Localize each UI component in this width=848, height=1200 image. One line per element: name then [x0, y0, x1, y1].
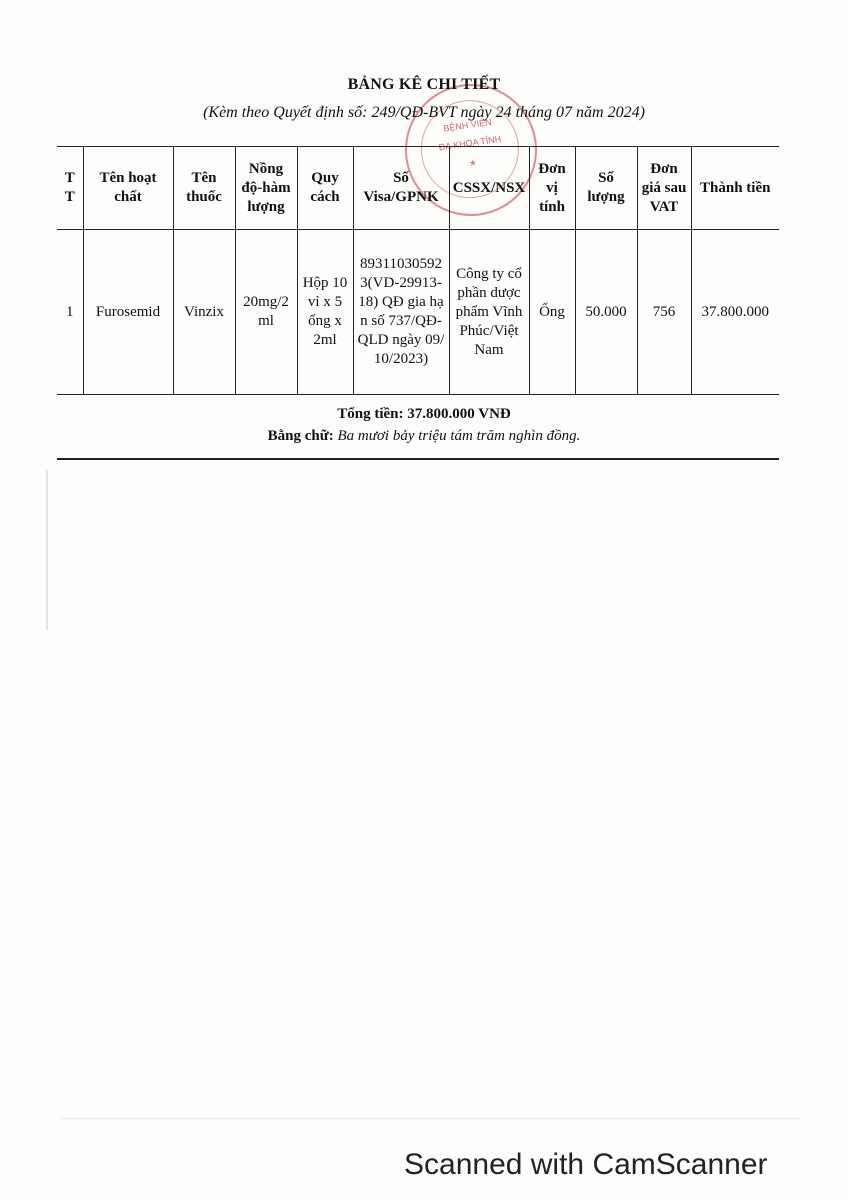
header-quantity: Số lượng	[575, 147, 637, 230]
header-unit-price: Đơn giá sau VAT	[637, 147, 691, 230]
cell-packaging: Hộp 10 vỉ x 5 ống x 2ml	[297, 230, 353, 395]
camscanner-watermark: Scanned with CamScanner	[404, 1148, 768, 1181]
header-visa: Số Visa/GPNK	[353, 147, 449, 230]
cell-drug-name: Vinzix	[173, 230, 235, 395]
stamp-line-2: ĐA KHOA TỈNH	[438, 133, 502, 153]
document-title: BẢNG KÊ CHI TIẾT	[347, 76, 501, 93]
stamp-line-1: BỆNH VIỆN	[442, 116, 493, 134]
stamp-star-icon: ★	[468, 157, 478, 169]
page-edge-shadow	[46, 470, 48, 630]
bottom-rule	[57, 458, 779, 460]
cell-manufacturer: Công ty cổ phần dược phẩm Vĩnh Phúc/Việt Nam	[449, 230, 529, 395]
document-subtitle: (Kèm theo Quyết định số: 249/QĐ-BVT ngày 24 tháng 07 năm 2024)	[203, 104, 645, 121]
header-drug-name: Tên thuốc	[173, 147, 235, 230]
header-active-ingredient: Tên hoạt chất	[83, 147, 173, 230]
table-header-row	[57, 147, 779, 230]
header-unit: Đơn vị tính	[529, 147, 575, 230]
detail-table	[57, 146, 779, 395]
cell-visa: 893110305923(VD-29913-18) QĐ gia hạn số 737/QĐ-QLD ngày 09/10/2023)	[353, 230, 449, 395]
cell-strength: 20mg/2ml	[235, 230, 297, 395]
cell-active-ingredient: Furosemid	[83, 230, 173, 395]
header-strength: Nồng độ-hàm lượng	[235, 147, 297, 230]
header-manufacturer: CSSX/NSX	[449, 147, 529, 230]
cell-amount: 37.800.000	[691, 230, 779, 395]
amount-in-words	[0, 428, 848, 445]
table-row	[57, 230, 779, 395]
cell-unit: Ống	[529, 230, 575, 395]
header-packaging: Quy cách	[297, 147, 353, 230]
header-tt: TT	[57, 147, 83, 230]
header-amount: Thành tiền	[691, 147, 779, 230]
scan-artifact-line	[60, 1118, 800, 1119]
amount-in-words-label: Bằng chữ:	[267, 428, 334, 444]
cell-tt: 1	[57, 230, 83, 395]
cell-quantity: 50.000	[575, 230, 637, 395]
total-amount: Tổng tiền: 37.800.000 VNĐ	[337, 406, 511, 422]
amount-in-words-value: Ba mươi bảy triệu tám trăm nghìn đồng.	[337, 428, 581, 444]
cell-unit-price: 756	[637, 230, 691, 395]
